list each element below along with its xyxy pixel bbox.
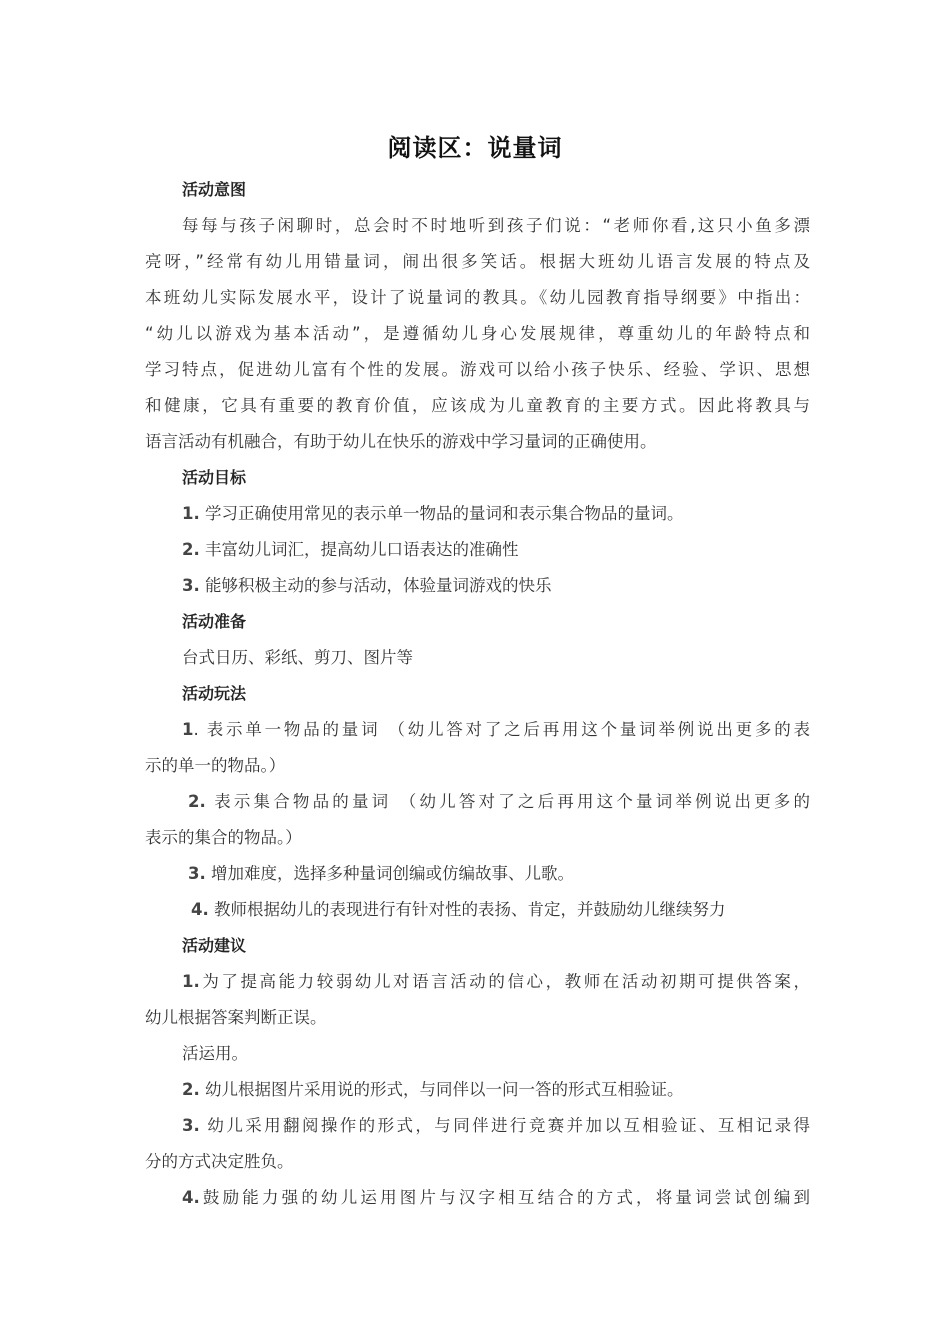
gameplay-item-continued: 示的单一的物品。）: [145, 756, 286, 775]
item-number: 3.: [182, 576, 200, 595]
gameplay-item: [145, 892, 810, 928]
suggestion-item-continued: 幼儿根据答案判断正误。: [145, 1008, 327, 1027]
item-text: 为了提高能力较弱幼儿对语言活动的信心，教师在活动初期可提供答案，: [199, 972, 810, 991]
item-text: 幼儿根据图片采用说的形式，与同伴以一问一答的形式互相验证。: [205, 1080, 684, 1099]
section-heading-intent: 活动意图: [182, 180, 247, 199]
gameplay-item: [145, 784, 810, 820]
suggestion-item: [145, 1072, 810, 1108]
item-text: 幼儿采用翻阅操作的形式，与同伴进行竞赛并加以互相验证、互相记录得: [207, 1116, 810, 1135]
suggestion-item-continued: 分的方式决定胜负。: [145, 1152, 294, 1171]
section-heading-preparation: 活动准备: [182, 612, 247, 631]
item-number: 2.: [188, 792, 206, 811]
item-text: . 表示单一物品的量词 （幼儿答对了之后再用这个量词举例说出更多的表: [193, 720, 810, 739]
section-heading-goals: 活动目标: [182, 468, 247, 487]
gameplay-item: [145, 856, 810, 892]
item-number: 4.: [182, 1188, 200, 1207]
item-number: 2.: [182, 1080, 200, 1099]
item-number: 1: [182, 720, 194, 739]
item-number: 4.: [191, 900, 209, 919]
suggestion-fragment: 活运用。: [182, 1044, 248, 1063]
item-text: 学习正确使用常见的表示单一物品的量词和表示集合物品的量词。: [205, 504, 684, 523]
paragraph-line: 和健康，它具有重要的教育价值，应该成为儿童教育的主要方式。因此将教具与: [145, 396, 810, 415]
preparation-text: 台式日历、彩纸、剪刀、图片等: [182, 648, 413, 667]
paragraph-line: 本班幼儿实际发展水平，设计了说量词的教具。《幼儿园教育指导纲要》中指出：: [145, 288, 810, 307]
item-number: 1.: [182, 972, 200, 991]
suggestion-item: [145, 964, 810, 1000]
goal-item: [145, 496, 810, 532]
item-text: 鼓励能力强的幼儿运用图片与汉字相互结合的方式，将量词尝试创编到: [199, 1188, 810, 1207]
page-title: 阅读区：说量词: [387, 133, 563, 162]
item-number: 3.: [188, 864, 206, 883]
document-body: [145, 172, 810, 1216]
item-number: 3.: [182, 1116, 200, 1135]
gameplay-item-continued: 表示的集合的物品。）: [145, 828, 302, 847]
paragraph-line: “幼儿以游戏为基本活动”，是遵循幼儿身心发展规律，尊重幼儿的年龄特点和: [145, 324, 810, 343]
paragraph-line: 亮呀，”经常有幼儿用错量词，闹出很多笑话。根据大班幼儿语言发展的特点及: [145, 252, 810, 271]
paragraph-line: 每每与孩子闲聊时，总会时不时地听到孩子们说：“老师你看,这只小鱼多漂: [182, 216, 810, 235]
goal-item: [145, 568, 810, 604]
item-text: 教师根据幼儿的表现进行有针对性的表扬、肯定，并鼓励幼儿继续努力: [214, 900, 726, 919]
gameplay-item: [145, 712, 810, 748]
suggestion-item: [145, 1108, 810, 1144]
paragraph-line: 语言活动有机融合，有助于幼儿在快乐的游戏中学习量词的正确使用。: [145, 432, 657, 451]
item-number: 1.: [182, 504, 200, 523]
item-text: 丰富幼儿词汇，提高幼儿口语表达的准确性: [205, 540, 519, 559]
paragraph-line: 学习特点，促进幼儿富有个性的发展。游戏可以给小孩子快乐、经验、学识、思想: [145, 360, 810, 379]
section-heading-suggestions: 活动建议: [182, 936, 247, 955]
item-text: 增加难度，选择多种量词创编或仿编故事、儿歌。: [211, 864, 574, 883]
suggestion-item: [145, 1180, 810, 1216]
goal-item: [145, 532, 810, 568]
item-text: 能够积极主动的参与活动，体验量词游戏的快乐: [205, 576, 552, 595]
item-number: 2.: [182, 540, 200, 559]
item-text: 表示集合物品的量词 （幼儿答对了之后再用这个量词举例说出更多的: [214, 792, 810, 811]
section-heading-gameplay: 活动玩法: [182, 684, 247, 703]
